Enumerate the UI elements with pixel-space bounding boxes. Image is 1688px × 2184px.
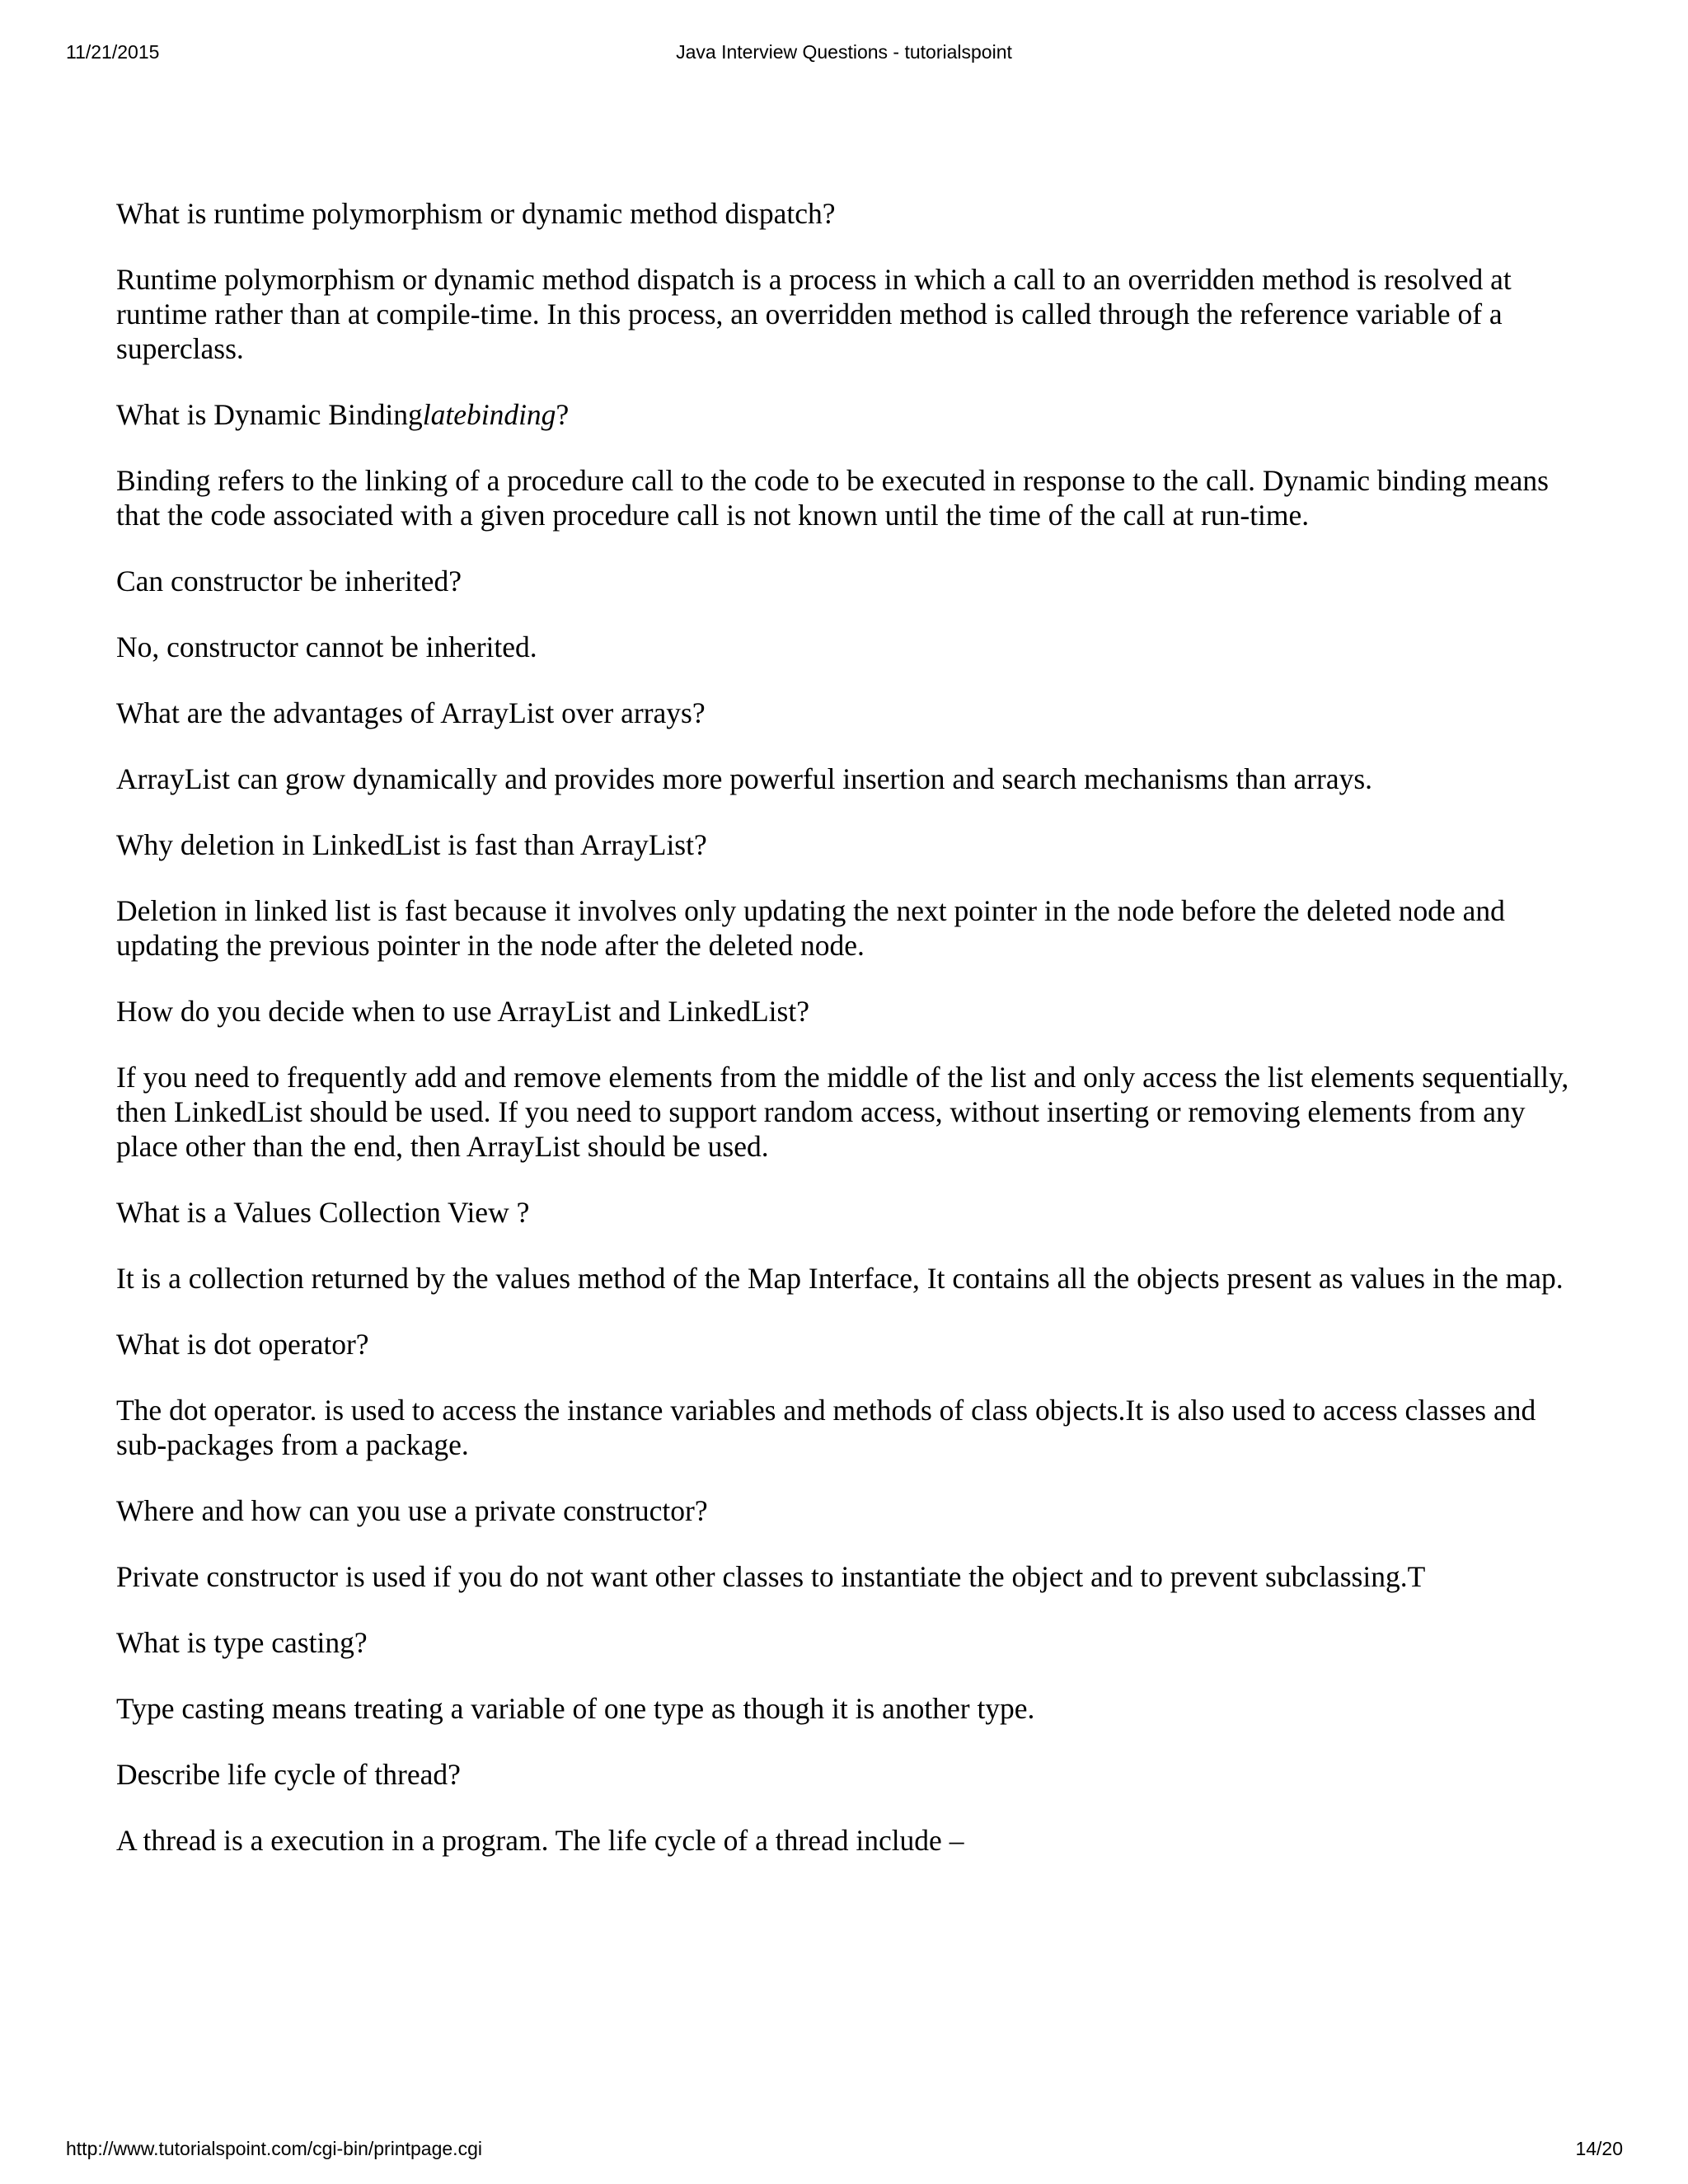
print-header xyxy=(0,41,1688,68)
question-10: What is type casting? xyxy=(116,1626,368,1659)
qa-content xyxy=(116,196,1583,1889)
answer-5: Deletion in linked list is fast because it involves only updating the next pointer in the node before the deleted node and updating the previous pointer in the node after the deleted node. xyxy=(116,894,1505,962)
question-7: What is a Values Collection View ? xyxy=(116,1196,530,1229)
answer-8: The dot operator. is used to access the instance variables and methods of class objects.It is also used to access classes and sub-packages from a package. xyxy=(116,1394,1536,1461)
answer-2: Binding refers to the linking of a procedure call to the code to be executed in response to the call. Dynamic binding means that the code associated with a given procedure call is not known until the time of the call at run-time. xyxy=(116,464,1549,532)
answer-10: Type casting means treating a variable of one type as though it is another type. xyxy=(116,1692,1035,1725)
print-footer xyxy=(0,2138,1688,2164)
answer-3: No, constructor cannot be inherited. xyxy=(116,630,537,663)
answer-4: ArrayList can grow dynamically and provides more powerful insertion and search mechanisms than arrays. xyxy=(116,762,1373,795)
print-date: 11/21/2015 xyxy=(66,41,160,63)
answer-7: It is a collection returned by the values method of the Map Interface, It contains all the objects present as values in the map. xyxy=(116,1262,1564,1295)
answer-1: Runtime polymorphism or dynamic method dispatch is a process in which a call to an overridden method is resolved at runtime rather than at compile-time. In this process, an overridden method is called through the reference variable of a superclass. xyxy=(116,263,1512,365)
question-2-text: What is Dynamic Binding xyxy=(116,398,423,431)
answer-6: If you need to frequently add and remove elements from the middle of the list and only access the list elements sequentially, then LinkedList should be used. If you need to support random access, without inserting or removing elements from any place other than the end, then ArrayList should be used. xyxy=(116,1061,1569,1163)
question-1: What is runtime polymorphism or dynamic method dispatch? xyxy=(116,197,836,230)
document-title: Java Interview Questions - tutorialspoint xyxy=(676,41,1012,63)
question-2-suffix: ? xyxy=(556,398,570,431)
question-3: Can constructor be inherited? xyxy=(116,565,462,598)
question-11: Describe life cycle of thread? xyxy=(116,1758,461,1791)
question-8: What is dot operator? xyxy=(116,1328,369,1361)
question-5: Why deletion in LinkedList is fast than ArrayList? xyxy=(116,828,707,861)
page-url: http://www.tutorialspoint.com/cgi-bin/printpage.cgi xyxy=(66,2138,482,2159)
answer-11: A thread is a execution in a program. The life cycle of a thread include – xyxy=(116,1824,964,1857)
question-4: What are the advantages of ArrayList over arrays? xyxy=(116,696,706,729)
page-number: 14/20 xyxy=(1575,2138,1623,2159)
question-6: How do you decide when to use ArrayList and LinkedList? xyxy=(116,995,809,1028)
question-2 xyxy=(116,397,1583,432)
question-9: Where and how can you use a private constructor? xyxy=(116,1494,708,1527)
question-2-italic: latebinding xyxy=(422,398,556,431)
answer-9: Private constructor is used if you do not want other classes to instantiate the object and to prevent subclassing.T xyxy=(116,1560,1426,1593)
